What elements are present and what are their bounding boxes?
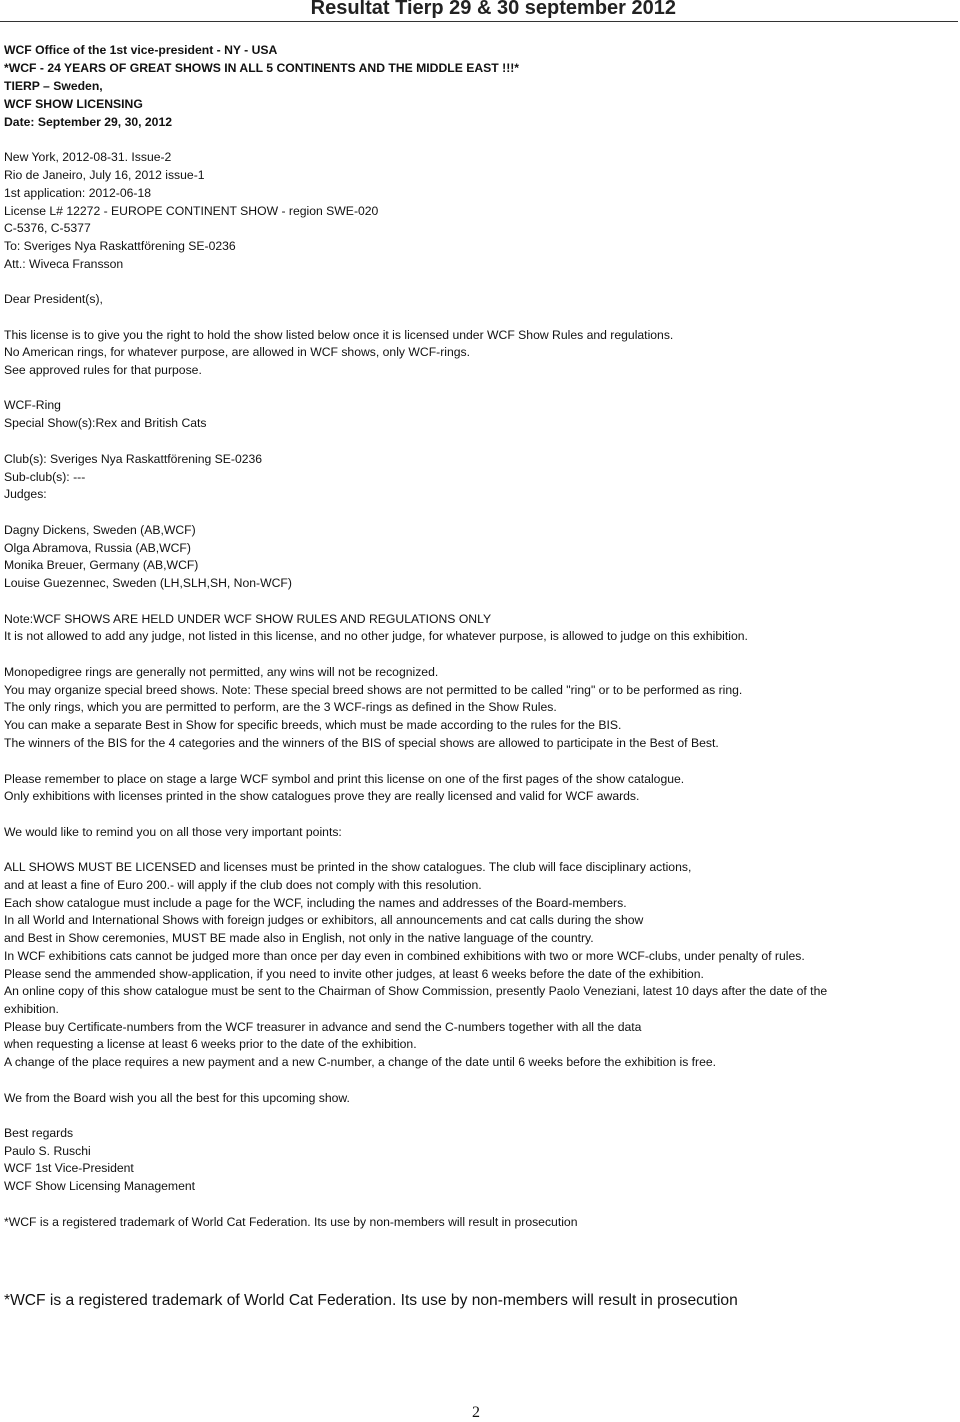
heading-line-office: WCF Office of the 1st vice-president - NY - USA <box>4 43 278 57</box>
page-header <box>0 0 958 22</box>
judges-label: Judges: <box>4 487 47 501</box>
point-line: A change of the place requires a new payment and a new C-number, a change of the date until 6 weeks before the exhibition is free. <box>4 1055 717 1069</box>
intro-line: This license is to give you the right to hold the show listed below once it is licensed under WCF Show Rules and regulations. <box>4 328 674 342</box>
judge-item: Louise Guezennec, Sweden (LH,SLH,SH, Non-WCF) <box>4 576 292 590</box>
judge-item: Dagny Dickens, Sweden (AB,WCF) <box>4 523 196 537</box>
meta-line-application: 1st application: 2012-06-18 <box>4 186 152 200</box>
signature-dept: WCF Show Licensing Management <box>4 1179 196 1193</box>
remind-line: We would like to remind you on all those very important points: <box>4 825 342 839</box>
signature-role: WCF 1st Vice-President <box>4 1161 134 1175</box>
rule-line: The winners of the BIS for the 4 categories and the winners of the BIS of special shows are allowed to participate in the Best of Best. <box>4 736 719 750</box>
judge-item: Monika Breuer, Germany (AB,WCF) <box>4 558 199 572</box>
heading-line-date: Date: September 29, 30, 2012 <box>4 115 173 129</box>
club-line: Club(s): Sveriges Nya Raskattförening SE-0236 <box>4 452 263 466</box>
rule-line: You can make a separate Best in Show for specific breeds, which must be made according to the rules for the BIS. <box>4 718 622 732</box>
heading-line-licensing: WCF SHOW LICENSING <box>4 97 143 111</box>
judge-item: Olga Abramova, Russia (AB,WCF) <box>4 541 191 555</box>
show-special-show: Special Show(s):Rex and British Cats <box>4 416 207 430</box>
signature-closing: Best regards <box>4 1126 74 1140</box>
meta-line-issue1: Rio de Janeiro, July 16, 2012 issue-1 <box>4 168 205 182</box>
meta-line-attention: Att.: Wiveca Fransson <box>4 257 124 271</box>
catalogue-line: Please remember to place on stage a large WCF symbol and print this license on one of the first pages of the show catalogue. <box>4 772 685 786</box>
signature-name: Paulo S. Ruschi <box>4 1144 91 1158</box>
meta-line-issue2: New York, 2012-08-31. Issue-2 <box>4 150 172 164</box>
point-line: In all World and International Shows with foreign judges or exhibitors, all announcements and cat calls during the show <box>4 913 644 927</box>
point-line: ALL SHOWS MUST BE LICENSED and licenses must be printed in the show catalogues. The club will face disciplinary actions, <box>4 860 692 874</box>
point-line: Please buy Certificate-numbers from the WCF treasurer in advance and send the C-numbers together with all the data <box>4 1020 642 1034</box>
wish-line: We from the Board wish you all the best for this upcoming show. <box>4 1091 350 1105</box>
page-number: 2 <box>472 1404 480 1421</box>
point-line: and at least a fine of Euro 200.- will apply if the club does not comply with this resolution. <box>4 878 482 892</box>
point-line: Each show catalogue must include a page for the WCF, including the names and addresses of the Board-members. <box>4 896 627 910</box>
letter-trademark: *WCF is a registered trademark of World Cat Federation. Its use by non-members will result in prosecution <box>4 1215 578 1229</box>
page-title: Resultat Tierp 29 & 30 september 2012 <box>310 0 676 19</box>
intro-line: See approved rules for that purpose. <box>4 363 202 377</box>
show-ring-type: WCF-Ring <box>4 398 61 412</box>
point-line: and Best in Show ceremonies, MUST BE made also in English, not only in the native language of the country. <box>4 931 594 945</box>
heading-line-slogan: *WCF - 24 YEARS OF GREAT SHOWS IN ALL 5 CONTINENTS AND THE MIDDLE EAST !!!* <box>4 61 520 75</box>
meta-line-cnumbers: C-5376, C-5377 <box>4 221 91 235</box>
catalogue-line: Only exhibitions with licenses printed in the show catalogues prove they are really licensed and valid for WCF awards. <box>4 789 640 803</box>
meta-line-recipient: To: Sveriges Nya Raskattförening SE-0236 <box>4 239 236 253</box>
point-line: exhibition. <box>4 1002 59 1016</box>
rule-line: You may organize special breed shows. Note: These special breed shows are not permitted to be called "ring" or to be performed as ring. <box>4 683 743 697</box>
meta-line-license: License L# 12272 - EUROPE CONTINENT SHOW - region SWE-020 <box>4 204 379 218</box>
rule-line: Monopedigree rings are generally not permitted, any wins will not be recognized. <box>4 665 439 679</box>
point-line: when requesting a license at least 6 weeks prior to the date of the exhibition. <box>4 1037 417 1051</box>
note-judge-limit: It is not allowed to add any judge, not listed in this license, and no other judge, for whatever purpose, is allowed to judge on this exhibition. <box>4 629 748 643</box>
note-rules: Note:WCF SHOWS ARE HELD UNDER WCF SHOW RULES AND REGULATIONS ONLY <box>4 612 492 626</box>
footer-trademark: *WCF is a registered trademark of World Cat Federation. Its use by non-members will result in prosecution <box>4 1292 738 1309</box>
heading-line-location: TIERP – Sweden, <box>4 79 103 93</box>
point-line: An online copy of this show catalogue must be sent to the Chairman of Show Commission, presently Paolo Veneziani, latest 10 days after the date of the <box>4 984 828 998</box>
intro-line: No American rings, for whatever purpose, are allowed in WCF shows, only WCF-rings. <box>4 345 470 359</box>
salutation: Dear President(s), <box>4 292 103 306</box>
point-line: Please send the ammended show-application, if you need to invite other judges, at least 6 weeks before the date of the exhibition. <box>4 967 704 981</box>
rule-line: The only rings, which you are permitted to perform, are the 3 WCF-rings as defined in the Show Rules. <box>4 700 557 714</box>
sub-club-line: Sub-club(s): --- <box>4 470 86 484</box>
point-line: In WCF exhibitions cats cannot be judged more than once per day even in combined exhibitions with two or more WCF-clubs, under penalty of rules. <box>4 949 805 963</box>
